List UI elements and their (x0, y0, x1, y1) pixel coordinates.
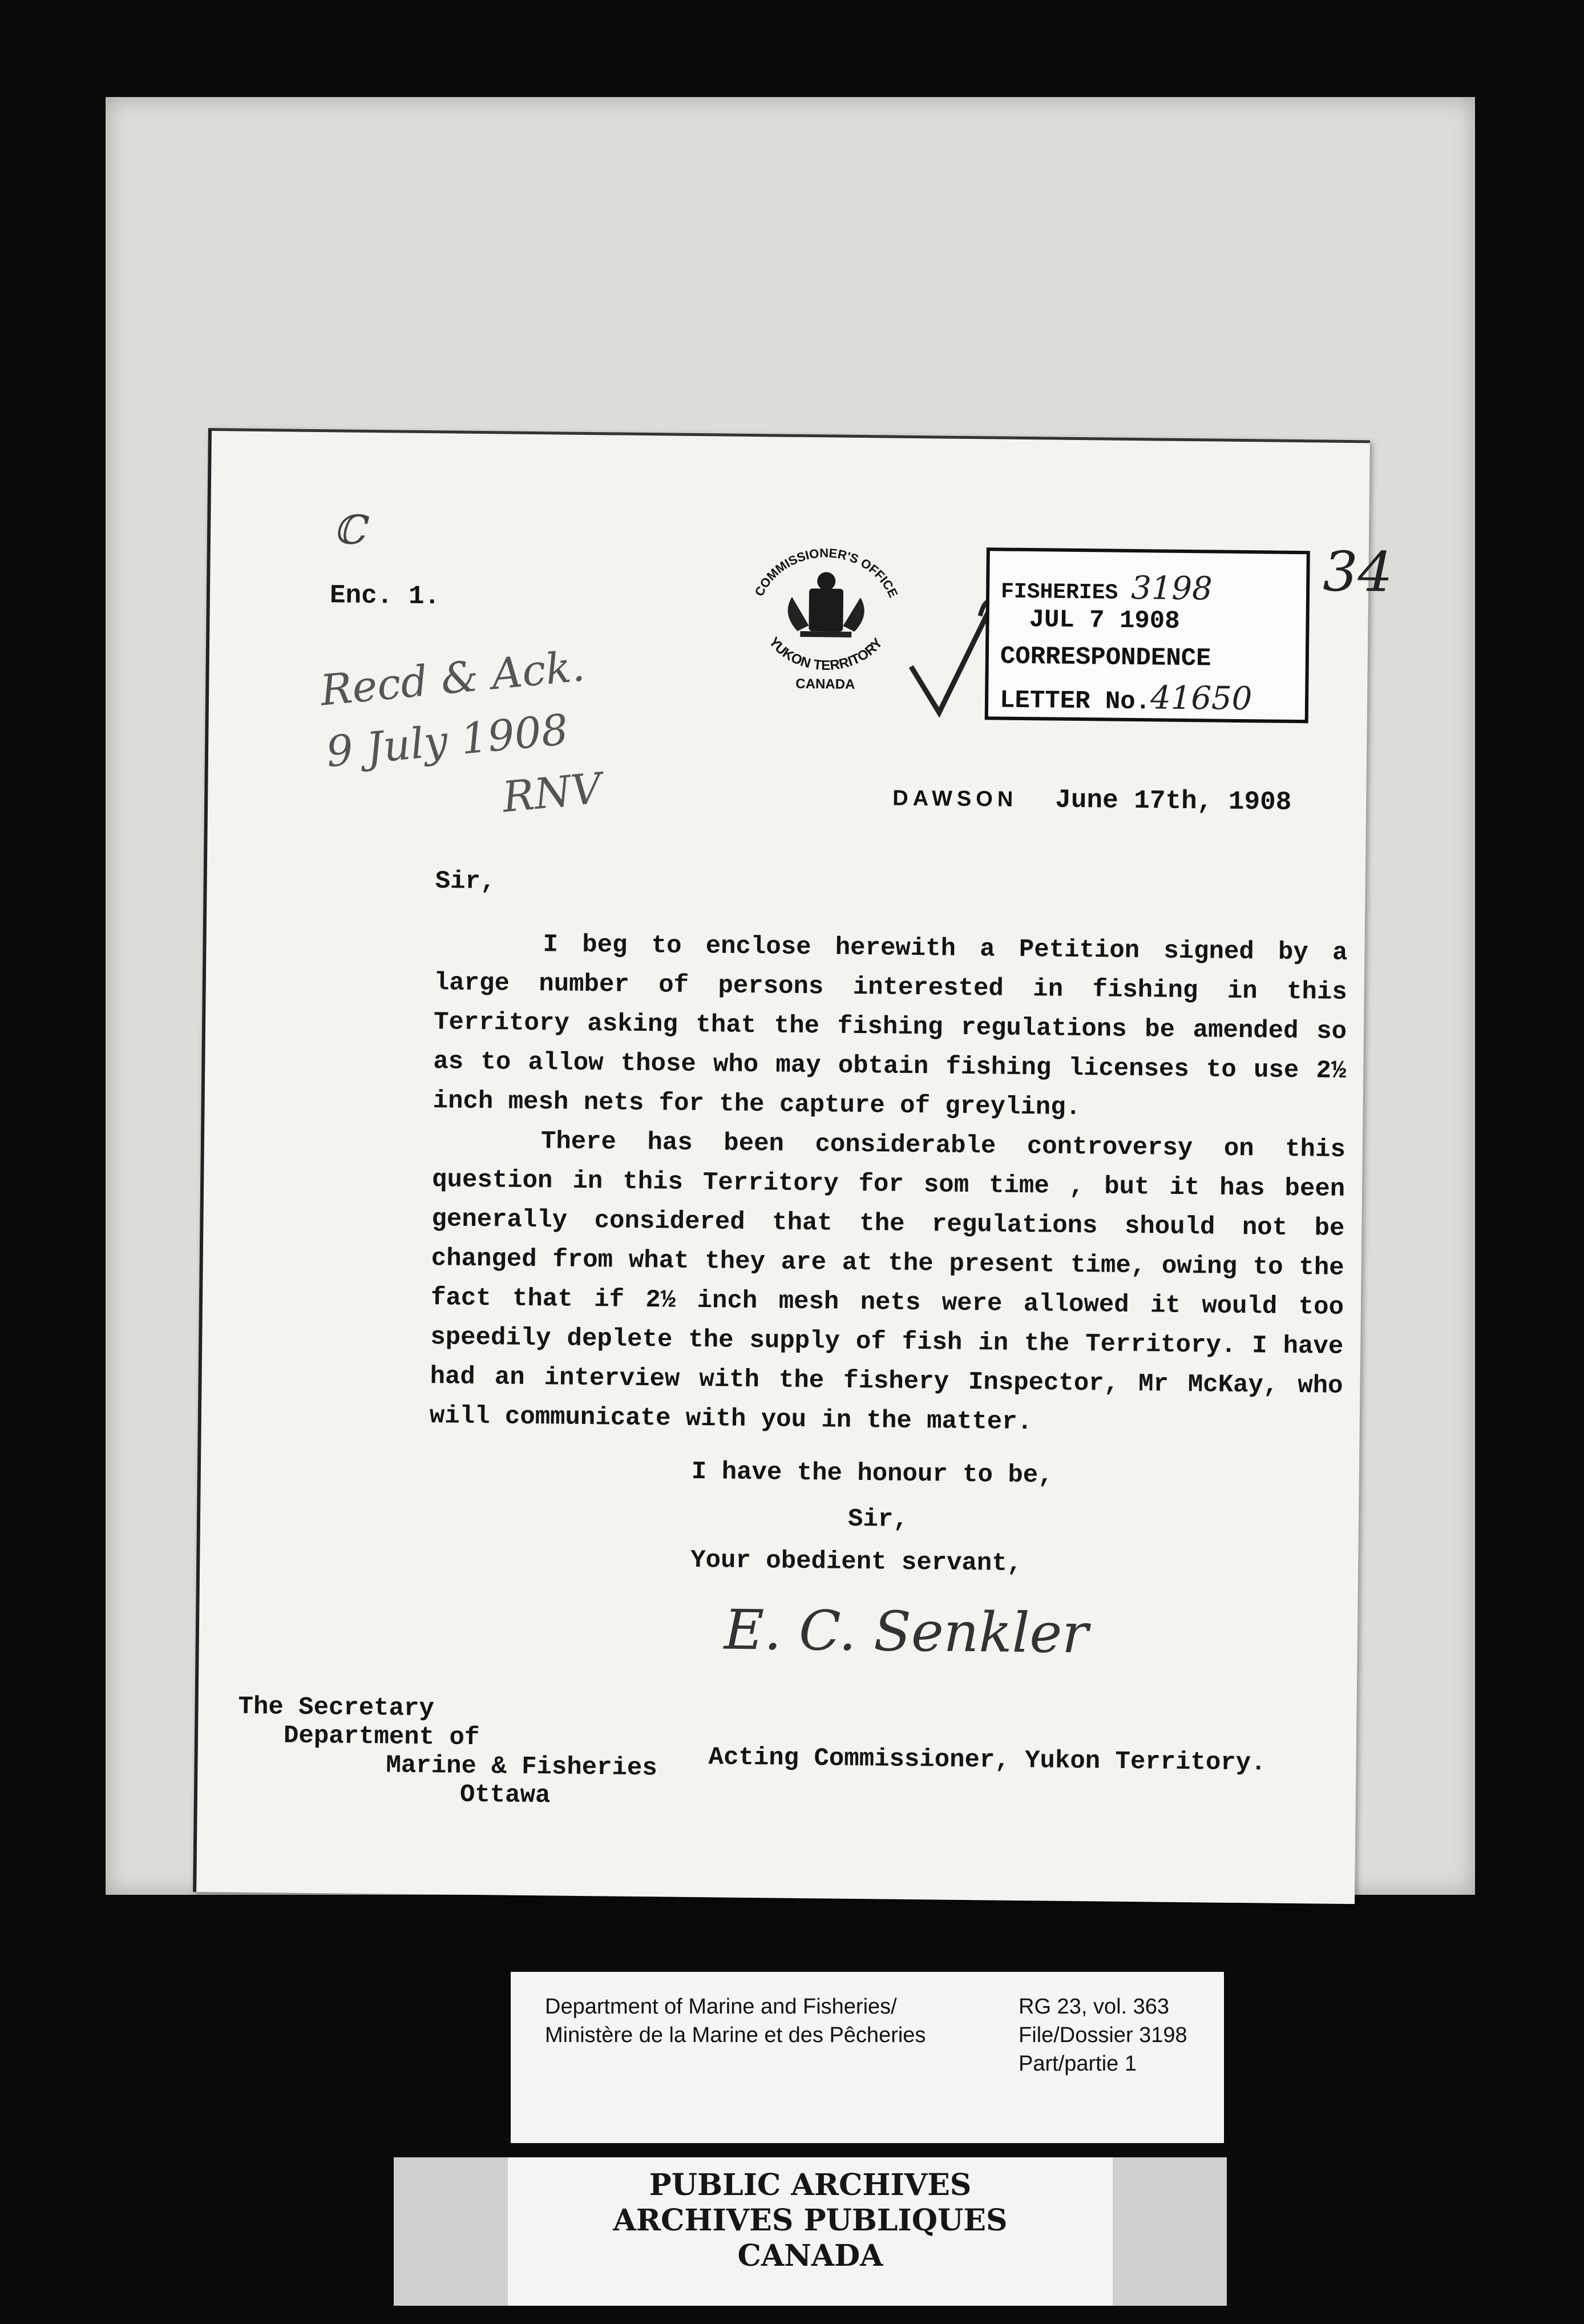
stamp-date: JUL 7 1908 (1029, 606, 1180, 636)
addressee-line: The Secretary (238, 1692, 435, 1724)
crest-ring-bottom: YUKON TERRITORY (766, 634, 886, 673)
addressee-line: Department of (283, 1721, 480, 1753)
stamp-file-number: 3198 (1130, 569, 1213, 608)
letter-date: June 17th, 1908 (1054, 785, 1292, 817)
closing-sir: Sir, (847, 1504, 908, 1534)
addressee-line: Marine & Fisheries (386, 1751, 657, 1783)
crest-emblem-icon (722, 533, 930, 695)
salutation: Sir, (435, 867, 496, 897)
archive-reference-label (511, 1972, 1224, 2143)
page-number: 34 (1322, 539, 1393, 604)
part-number: Part/partie 1 (1019, 2052, 1137, 2076)
department-english: Department of Marine and Fisheries/ (545, 1995, 897, 2019)
handwritten-received-note: Recd & Ack. 9 July 1908 RNV (318, 641, 604, 822)
signer-title: Acting Commissioner, Yukon Territory. (708, 1743, 1266, 1778)
public-archives-stamp (394, 2157, 1227, 2306)
top-pencil-mark: ℂ (333, 506, 366, 554)
closing-servant: Your obedient servant, (690, 1546, 1023, 1579)
archives-line-french: ARCHIVES PUBLIQUES (613, 2203, 1008, 2238)
place-heading: DAWSON (892, 786, 1018, 812)
stamp-fisheries-line: FISHERIES 3198 (1000, 569, 1213, 608)
stamp-letter-line: LETTER No.41650 (999, 679, 1252, 718)
paragraph-controversy: There has been considerable controversy on this question in this Territory for som time , but it has been generally considered that the regulations should not be changed from what they are at the present time, owing to the fact that if 2½ inch mesh nets were allowed it would too speedily deplete the supply of fish in the Territory. I have had an interview with the fishery Inspector, Mr McKay, who will communicate with you in the matter. (429, 1127, 1346, 1437)
crest-bottom-text: CANADA (795, 676, 855, 692)
department-french: Ministère de la Marine et des Pêcheries (545, 2023, 926, 2047)
letter-body (430, 924, 1348, 1446)
correspondence-stamp (985, 547, 1310, 723)
stamp-letter-number: 41650 (1150, 679, 1252, 718)
enclosure-note: Enc. 1. (329, 580, 441, 612)
file-number: File/Dossier 3198 (1019, 2023, 1187, 2047)
letter-page (193, 428, 1393, 1904)
addressee-line: Ottawa (459, 1780, 551, 1810)
paragraph-petition: I beg to enclose herewith a Petition signed by a large number of persons interested in fishing in this Territory asking that the fishing regulations be amended so as to allow those who may obtain fishing licenses to use 2½ inch mesh nets for the capture of greyling. (433, 930, 1348, 1123)
signature: E. C. Senkler (724, 1597, 1089, 1666)
svg-text:YUKON TERRITORY (766, 634, 886, 674)
closing-line: I have the honour to be, (691, 1457, 1053, 1490)
stamp-correspondence: CORRESPONDENCE (1000, 642, 1211, 673)
record-group: RG 23, vol. 363 (1019, 1995, 1170, 2019)
archives-line-english: PUBLIC ARCHIVES (649, 2168, 972, 2202)
archives-line-country: CANADA (737, 2238, 883, 2273)
commissioner-crest (722, 533, 930, 695)
crest-ring-top: COMMISSIONER'S OFFICE (751, 546, 901, 600)
